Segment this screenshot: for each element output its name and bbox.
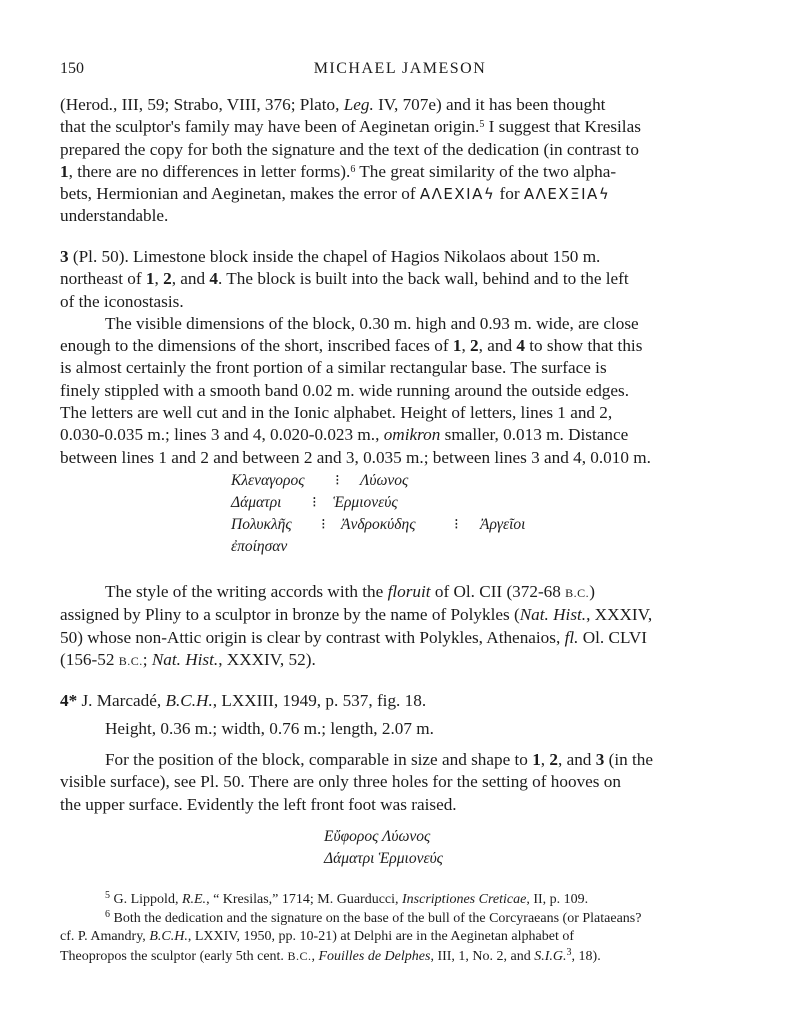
footnote-6: $^6$ Both the dedication and the signature on the base of the bull of the Corcyraeans (or Plataeans? <box>105 908 642 926</box>
paragraph-kresilas: (Herod., III, 59; Strabo, VIII, 376; Plato, Leg. IV, 707e) and it has been thought that the sculptor's family may have been of Aeginetan origin.$^5$ I suggest that Kresilas prepared the copy for both the signature and the text of the dedication (in contrast to 1, there are no differences in letter forms).$^6$ The great similarity of the two alpha- bets, Hermionian and Aeginetan, makes the error of ΑΛΕΧΙΑϟ for ΑΛΕΧΞΙΑϟ understandable. <box>60 95 641 226</box>
page-number: 150 <box>60 60 84 77</box>
word-divider: ⁝ <box>321 517 326 533</box>
word-divider: ⁝ <box>312 495 317 511</box>
section-4-paragraph: For the position of the block, comparable in size and shape to 1, 2, and 3 (in the visible surface), see Pl. 50. There are only three holes for the setting of hooves on the upper surface. Evidently the left front foot was raised. <box>60 750 653 814</box>
running-head: MICHAEL JAMESON <box>313 60 487 77</box>
footnotes: $^5$ G. Lippold, R.E., “ Kresilas,” 1714; M. Guarducci, Inscriptiones Creticae, II, p. 109. $^6$ Both the dedication and the signature on the base of the bull of the Corcyraeans (or Plataeans? cf. P. Amandry, B.C.H., LXXIV, 1950, pp. 10-21) at Delphi are in the Aeginetan alphabet of Theopropos the sculptor (early 5th cent. B.C., Fouilles de Delphes, III, 1, No. 2, and S.I.G.$^3$, 18). <box>60 891 740 966</box>
footnote-ref-5: 5 <box>479 119 485 131</box>
section-4-number: 4* <box>60 691 78 710</box>
word-divider: ⁝ <box>335 473 340 489</box>
greek-letters-error: ΑΛΕΧΙΑϟ <box>419 185 496 204</box>
section-4: 4* J. Marcadé, B.C.H., LXXIII, 1949, p. 537, fig. 18. <box>60 691 427 710</box>
section-3-number: 3 <box>60 247 69 266</box>
section-3: 3 (Pl. 50). Limestone block inside the chapel of Hagios Nikolaos about 150 m. northeast of 1, 2, and 4. The block is built into the back wall, behind and to the left of the iconostasis. The visible dimensions of the block, 0.30 m. high and 0.93 m. wide, are close enough to the dimensions of the short, inscribed faces of 1, 2, and 4 to show that this is almost certainly the front portion of a similar rectangular base. The surface is finely stippled with a smooth band 0.02 m. wide running around the outside edges. The letters are well cut and in the Ionic alphabet. Height of letters, lines 1 and 2, 0.030-0.035 m.; lines 3 and 4, 0.020-0.023 m., omikron smaller, 0.013 m. Distance between lines 1 and 2 and between 2 and 3, 0.035 m.; between lines 3 and 4, 0.010 m. <box>60 247 651 467</box>
footnote-5: $^5$ G. Lippold, R.E., “ Kresilas,” 1714; M. Guarducci, Inscriptiones Creticae, II, p. 109. <box>105 890 589 907</box>
inscription-4: Εὔφορος Λύωνος Δάματρι Ἑρμιονεύς <box>324 828 443 867</box>
word-divider: ⁝ <box>454 517 459 533</box>
page-header <box>60 60 740 82</box>
greek-letters-correct: ΑΛΕΧΞΙΑϟ <box>523 185 611 204</box>
paragraph-style: The style of the writing accords with the floruit of Ol. CII (372-68 B.C.) assigned by Pliny to a sculptor in bronze by the name of Polykles (Nat. Hist., XXXIV, 50) whose non-Attic origin is clear by contrast with Polykles, Athenaios, fl. Ol. CLVI (156-52 B.C.; Nat. Hist., XXXIV, 52). <box>60 582 653 669</box>
footnote-ref-6: 6 <box>350 163 356 175</box>
inscription-3: Κλεναγορος ⁝ Λύωνος Δάματρι ⁝ Ἑρμιονεύς Πολυκλῆς ⁝ Ἀνδροκύδης ⁝ Ἀργεῖοι ἐποίησαν <box>231 472 526 555</box>
section-4-dimensions: Height, 0.36 m.; width, 0.76 m.; length, 2.07 m. <box>105 719 434 738</box>
